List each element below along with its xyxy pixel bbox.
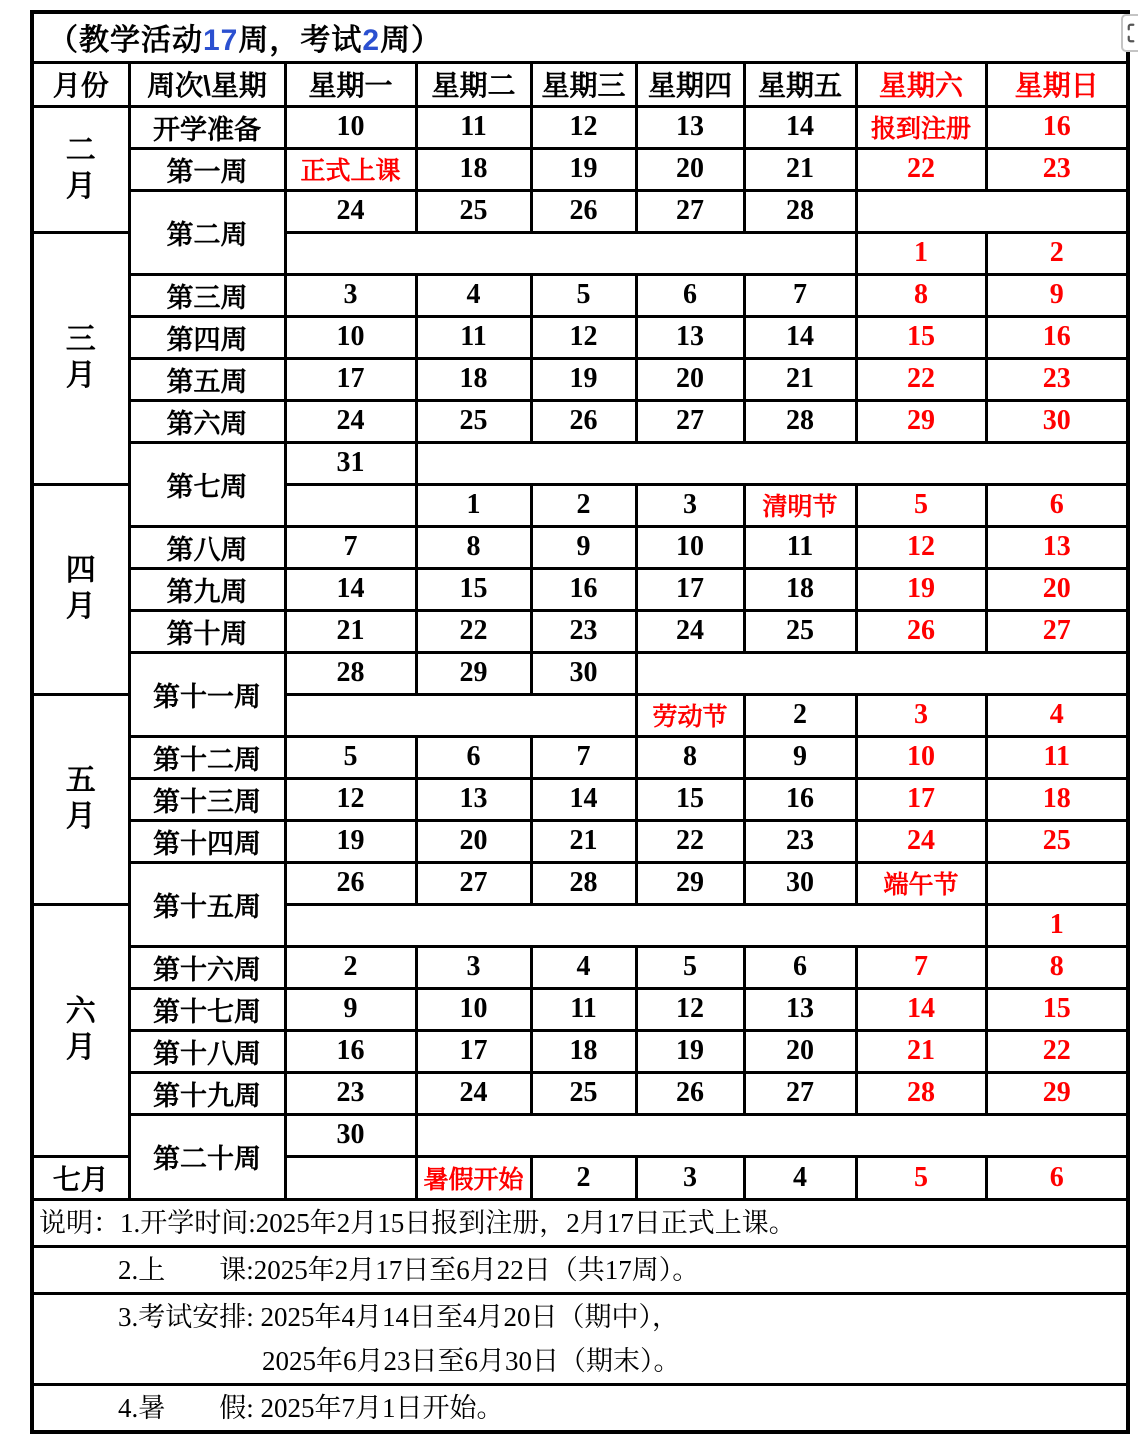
week-label-cell: 第十一周 [129, 652, 285, 736]
day-cell: 23 [285, 1072, 416, 1114]
title-part: （教学活动 [48, 24, 203, 58]
day-cell: 19 [531, 358, 636, 400]
column-header: 星期二 [416, 62, 531, 106]
day-cell: 12 [531, 316, 636, 358]
column-header: 星期三 [531, 62, 636, 106]
empty-cell [416, 442, 1128, 484]
day-cell: 20 [986, 568, 1128, 610]
day-cell: 1 [986, 904, 1128, 946]
day-cell: 23 [531, 610, 636, 652]
day-cell: 21 [285, 610, 416, 652]
day-cell: 5 [856, 484, 986, 526]
day-cell: 27 [744, 1072, 856, 1114]
day-cell: 14 [744, 106, 856, 148]
day-cell: 9 [531, 526, 636, 568]
holiday-cell: 正式上课 [285, 148, 416, 190]
day-cell: 20 [636, 148, 744, 190]
day-cell: 9 [986, 274, 1128, 316]
day-cell: 3 [416, 946, 531, 988]
day-cell: 26 [285, 862, 416, 904]
day-cell: 20 [636, 358, 744, 400]
day-cell: 24 [856, 820, 986, 862]
day-cell: 11 [531, 988, 636, 1030]
day-cell: 21 [744, 358, 856, 400]
day-cell: 11 [986, 736, 1128, 778]
title-part: 17 [203, 24, 239, 58]
day-cell: 30 [744, 862, 856, 904]
day-cell: 7 [744, 274, 856, 316]
day-cell: 21 [744, 148, 856, 190]
day-cell: 10 [856, 736, 986, 778]
calendar-row [32, 148, 1128, 190]
week-label-cell: 第七周 [129, 442, 285, 526]
day-cell: 24 [285, 400, 416, 442]
day-cell: 2 [531, 1156, 636, 1199]
column-header: 星期六 [856, 62, 986, 106]
day-cell: 6 [986, 1156, 1128, 1199]
calendar-title [32, 12, 1128, 62]
day-cell: 16 [986, 106, 1128, 148]
day-cell: 6 [636, 274, 744, 316]
day-cell: 15 [986, 988, 1128, 1030]
week-label-cell: 第三周 [129, 274, 285, 316]
day-cell: 5 [856, 1156, 986, 1199]
day-cell: 4 [744, 1156, 856, 1199]
day-cell: 23 [744, 820, 856, 862]
day-cell: 16 [531, 568, 636, 610]
day-cell: 15 [856, 316, 986, 358]
day-cell: 23 [986, 358, 1128, 400]
area-select-icon [1126, 22, 1138, 44]
day-cell: 19 [856, 568, 986, 610]
day-cell: 18 [986, 778, 1128, 820]
calendar-row [32, 400, 1128, 442]
day-cell: 6 [416, 736, 531, 778]
day-cell: 20 [416, 820, 531, 862]
day-cell: 14 [856, 988, 986, 1030]
week-label-cell: 第十八周 [129, 1030, 285, 1072]
day-cell: 13 [986, 526, 1128, 568]
week-label-cell: 第十九周 [129, 1072, 285, 1114]
day-cell: 27 [986, 610, 1128, 652]
note-line: 2025年6月23日至6月30日（期末）。 [262, 1345, 681, 1376]
empty-cell [285, 1156, 416, 1199]
day-cell: 8 [856, 274, 986, 316]
day-cell: 28 [531, 862, 636, 904]
empty-cell [636, 652, 1128, 694]
day-cell: 25 [744, 610, 856, 652]
week-label-cell: 第十周 [129, 610, 285, 652]
empty-cell [285, 232, 856, 274]
day-cell: 3 [636, 1156, 744, 1199]
day-cell: 24 [285, 190, 416, 232]
day-cell: 15 [416, 568, 531, 610]
day-cell: 18 [744, 568, 856, 610]
note-row [32, 1199, 1128, 1246]
day-cell: 18 [531, 1030, 636, 1072]
day-cell: 14 [744, 316, 856, 358]
day-cell: 13 [636, 106, 744, 148]
column-header: 星期四 [636, 62, 744, 106]
month-horizontal-cell: 七月 [32, 1156, 129, 1199]
holiday-cell: 报到注册 [856, 106, 986, 148]
week-label-cell: 第五周 [129, 358, 285, 400]
month-vertical-cell: 五 月 [32, 694, 129, 904]
note-row [32, 1384, 1128, 1432]
day-cell: 4 [416, 274, 531, 316]
day-cell: 2 [285, 946, 416, 988]
day-cell: 2 [531, 484, 636, 526]
day-cell: 1 [856, 232, 986, 274]
day-cell: 28 [744, 190, 856, 232]
day-cell: 26 [856, 610, 986, 652]
day-cell: 22 [986, 1030, 1128, 1072]
day-cell: 14 [285, 568, 416, 610]
day-cell: 26 [531, 400, 636, 442]
week-label-cell: 第九周 [129, 568, 285, 610]
week-label-cell: 第十三周 [129, 778, 285, 820]
day-cell: 19 [285, 820, 416, 862]
week-label-cell: 第十五周 [129, 862, 285, 946]
day-cell: 12 [636, 988, 744, 1030]
day-cell: 5 [285, 736, 416, 778]
day-cell: 7 [285, 526, 416, 568]
title-part: 2 [362, 24, 381, 58]
calendar-row [32, 526, 1128, 568]
day-cell: 16 [986, 316, 1128, 358]
day-cell: 9 [285, 988, 416, 1030]
day-cell: 10 [285, 106, 416, 148]
calendar-row [32, 274, 1128, 316]
calendar-row [32, 1072, 1128, 1114]
day-cell: 4 [986, 694, 1128, 736]
calendar-row [32, 568, 1128, 610]
calendar-row [32, 778, 1128, 820]
week-label-cell: 第十六周 [129, 946, 285, 988]
day-cell: 17 [285, 358, 416, 400]
day-cell: 30 [531, 652, 636, 694]
week-label-cell: 第一周 [129, 148, 285, 190]
note-4 [32, 1384, 1128, 1432]
day-cell: 25 [531, 1072, 636, 1114]
day-cell: 10 [416, 988, 531, 1030]
note-1 [32, 1199, 1128, 1246]
holiday-cell: 劳动节 [636, 694, 744, 736]
day-cell: 8 [986, 946, 1128, 988]
calendar-row [32, 106, 1128, 148]
column-header: 月份 [32, 62, 129, 106]
day-cell: 10 [285, 316, 416, 358]
calendar-row [32, 1114, 1128, 1156]
day-cell: 22 [856, 148, 986, 190]
week-label-cell: 开学准备 [129, 106, 285, 148]
day-cell: 16 [285, 1030, 416, 1072]
empty-cell [856, 190, 1128, 232]
day-cell: 27 [636, 400, 744, 442]
day-cell: 12 [285, 778, 416, 820]
day-cell: 5 [531, 274, 636, 316]
day-cell: 13 [744, 988, 856, 1030]
day-cell: 6 [986, 484, 1128, 526]
day-cell: 24 [416, 1072, 531, 1114]
calendar-row [32, 988, 1128, 1030]
note-row [32, 1293, 1128, 1384]
day-cell: 14 [531, 778, 636, 820]
calendar-row [32, 442, 1128, 484]
week-label-cell: 第二周 [129, 190, 285, 274]
day-cell: 13 [636, 316, 744, 358]
calendar-row [32, 652, 1128, 694]
month-vertical-cell: 三 月 [32, 232, 129, 484]
day-cell: 8 [416, 526, 531, 568]
day-cell: 8 [636, 736, 744, 778]
day-cell: 19 [531, 148, 636, 190]
day-cell: 28 [856, 1072, 986, 1114]
title-part: 周，考试 [238, 24, 363, 58]
note-line: 3.考试安排: 2025年4月14日至4月20日（期中）， [118, 1301, 680, 1332]
day-cell: 25 [416, 400, 531, 442]
day-cell: 30 [986, 400, 1128, 442]
empty-cell [986, 862, 1128, 904]
week-label-cell: 第十四周 [129, 820, 285, 862]
day-cell: 23 [986, 148, 1128, 190]
title-part: 周） [380, 24, 443, 58]
calendar-row [32, 190, 1128, 232]
week-label-cell: 第十七周 [129, 988, 285, 1030]
calendar-row [32, 862, 1128, 904]
week-label-cell: 第十二周 [129, 736, 285, 778]
academic-calendar-table [30, 10, 1130, 1434]
day-cell: 5 [636, 946, 744, 988]
empty-cell [416, 1114, 1128, 1156]
note-3 [32, 1293, 1128, 1384]
day-cell: 20 [744, 1030, 856, 1072]
day-cell: 16 [744, 778, 856, 820]
day-cell: 7 [856, 946, 986, 988]
day-cell: 7 [531, 736, 636, 778]
day-cell: 22 [856, 358, 986, 400]
day-cell: 1 [416, 484, 531, 526]
column-header: 星期一 [285, 62, 416, 106]
day-cell: 18 [416, 358, 531, 400]
column-header: 周次\星期 [129, 62, 285, 106]
day-cell: 27 [416, 862, 531, 904]
day-cell: 22 [416, 610, 531, 652]
day-cell: 30 [285, 1114, 416, 1156]
note-line: 说明：1.开学时间:2025年2月15日报到注册，2月17日正式上课。 [39, 1207, 796, 1238]
column-header: 星期日 [986, 62, 1128, 106]
calendar-row [32, 1030, 1128, 1072]
day-cell: 27 [636, 190, 744, 232]
month-vertical-cell: 六 月 [32, 904, 129, 1156]
day-cell: 28 [285, 652, 416, 694]
column-header: 星期五 [744, 62, 856, 106]
week-label-cell: 第八周 [129, 526, 285, 568]
day-cell: 19 [636, 1030, 744, 1072]
day-cell: 4 [531, 946, 636, 988]
day-cell: 25 [986, 820, 1128, 862]
day-cell: 10 [636, 526, 744, 568]
note-line: 2.上 课:2025年2月17日至6月22日（共17周）。 [118, 1254, 700, 1285]
week-label-cell: 第六周 [129, 400, 285, 442]
day-cell: 9 [744, 736, 856, 778]
day-cell: 31 [285, 442, 416, 484]
day-cell: 26 [636, 1072, 744, 1114]
day-cell: 3 [856, 694, 986, 736]
month-vertical-cell: 四 月 [32, 484, 129, 694]
day-cell: 29 [636, 862, 744, 904]
day-cell: 22 [636, 820, 744, 862]
calendar-row [32, 610, 1128, 652]
day-cell: 28 [744, 400, 856, 442]
day-cell: 21 [531, 820, 636, 862]
day-cell: 6 [744, 946, 856, 988]
holiday-cell: 暑假开始 [416, 1156, 531, 1199]
day-cell: 17 [636, 568, 744, 610]
day-cell: 12 [531, 106, 636, 148]
area-select-button[interactable] [1121, 14, 1138, 52]
calendar-row [32, 736, 1128, 778]
day-cell: 11 [416, 106, 531, 148]
holiday-cell: 清明节 [744, 484, 856, 526]
day-cell: 13 [416, 778, 531, 820]
note-2 [32, 1246, 1128, 1293]
day-cell: 24 [636, 610, 744, 652]
calendar-row [32, 820, 1128, 862]
calendar-row [32, 946, 1128, 988]
day-cell: 29 [856, 400, 986, 442]
month-vertical-cell: 二 月 [32, 106, 129, 232]
day-cell: 17 [856, 778, 986, 820]
day-cell: 2 [744, 694, 856, 736]
day-cell: 18 [416, 148, 531, 190]
empty-cell [285, 484, 416, 526]
holiday-cell: 端午节 [856, 862, 986, 904]
header-row [32, 62, 1128, 106]
day-cell: 29 [986, 1072, 1128, 1114]
week-label-cell: 第二十周 [129, 1114, 285, 1199]
day-cell: 21 [856, 1030, 986, 1072]
day-cell: 25 [416, 190, 531, 232]
calendar-row [32, 358, 1128, 400]
day-cell: 11 [416, 316, 531, 358]
day-cell: 3 [636, 484, 744, 526]
day-cell: 17 [416, 1030, 531, 1072]
day-cell: 2 [986, 232, 1128, 274]
day-cell: 12 [856, 526, 986, 568]
day-cell: 26 [531, 190, 636, 232]
week-label-cell: 第四周 [129, 316, 285, 358]
day-cell: 29 [416, 652, 531, 694]
empty-cell [285, 694, 636, 736]
day-cell: 3 [285, 274, 416, 316]
day-cell: 11 [744, 526, 856, 568]
empty-cell [285, 904, 986, 946]
note-row [32, 1246, 1128, 1293]
title-row [32, 12, 1128, 62]
note-line: 4.暑 假: 2025年7月1日开始。 [118, 1392, 504, 1423]
calendar-row [32, 316, 1128, 358]
day-cell: 15 [636, 778, 744, 820]
